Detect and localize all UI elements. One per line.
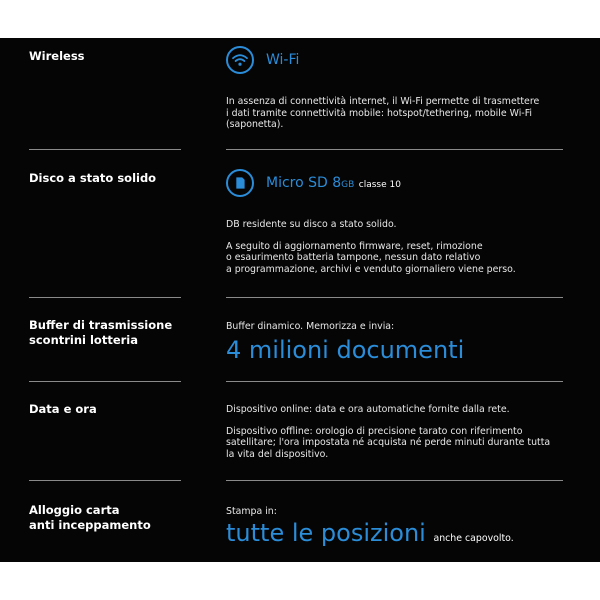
spec-panel xyxy=(0,38,600,562)
divider-left xyxy=(29,480,181,481)
divider-right xyxy=(226,149,563,150)
divider-right xyxy=(226,480,563,481)
sd-card-icon xyxy=(226,169,254,197)
row-label-wireless: Wireless xyxy=(29,49,85,63)
wifi-description xyxy=(226,96,571,139)
paper-highlight-text: tutte le posizioni xyxy=(226,519,426,547)
divider-right xyxy=(226,297,563,298)
row-label-paper: Alloggio carta anti inceppamento xyxy=(29,503,151,532)
wifi-heading: Wi-Fi xyxy=(266,52,300,68)
datetime-paragraph-2: Dispositivo offline: orologio di precisione tarato con riferimento satellitare; l'ora impostata né acquista né perde minuti durante tutta la vita del dispositivo. xyxy=(226,425,551,460)
divider-left xyxy=(29,297,181,298)
buffer-intro: Buffer dinamico. Memorizza e invia: xyxy=(226,321,395,332)
wifi-icon xyxy=(226,46,254,74)
disk-heading-unit: GB xyxy=(341,180,355,190)
paper-highlight xyxy=(226,519,514,553)
row-label-datetime: Data e ora xyxy=(29,402,97,416)
disk-heading-main: Micro SD 8 xyxy=(266,175,342,191)
disk-description xyxy=(226,219,571,283)
disk-heading-note: classe 10 xyxy=(358,180,401,190)
disk-heading xyxy=(266,174,401,194)
buffer-highlight: 4 milioni documenti xyxy=(226,336,465,364)
paper-highlight-suffix: anche capovolto. xyxy=(433,533,514,544)
row-label-disk: Disco a stato solido xyxy=(29,171,157,185)
row-label-buffer: Buffer di trasmissione scontrini lotteria xyxy=(29,318,173,347)
divider-left xyxy=(29,149,181,150)
datetime-description xyxy=(226,404,571,468)
disk-paragraph-1: DB residente su disco a stato solido. xyxy=(226,219,397,230)
datetime-paragraph-1: Dispositivo online: data e ora automatiche fornite dalla rete. xyxy=(226,404,510,415)
disk-paragraph-2: A seguito di aggiornamento firmware, reset, rimozione o esaurimento batteria tampone, nessun dato relativo a programmazione, archivi e venduto giornaliero viene perso. xyxy=(226,240,516,275)
divider-right xyxy=(226,381,563,382)
wifi-description-text: In assenza di connettività internet, il Wi-Fi permette di trasmettere i dati tramite connettività mobile: hotspot/tethering, mobile Wi-Fi (saponetta). xyxy=(226,96,540,131)
paper-intro: Stampa in: xyxy=(226,506,277,517)
divider-left xyxy=(29,381,181,382)
